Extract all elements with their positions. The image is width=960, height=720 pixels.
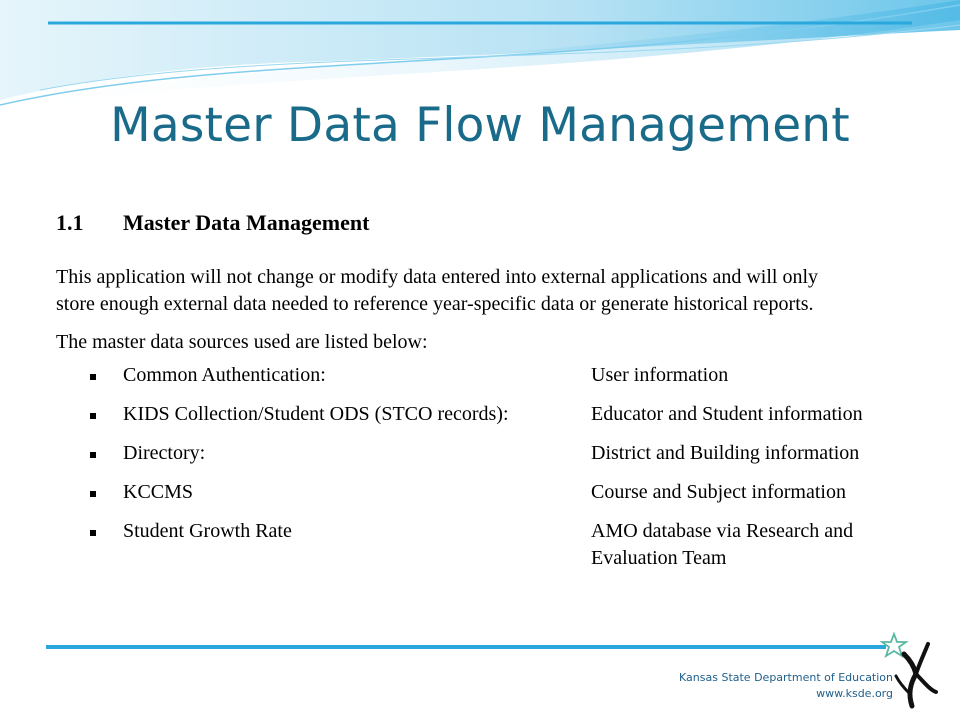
header-swoosh-decoration <box>0 0 960 110</box>
source-list-item <box>56 436 916 475</box>
list-lead-text: The master data sources used are listed below: <box>56 331 428 353</box>
intro-paragraph <box>56 264 916 318</box>
footer-organization: Kansas State Department of Education <box>679 671 893 684</box>
source-list-item <box>56 514 916 574</box>
bullet-marker <box>90 413 96 419</box>
source-list-item <box>56 358 916 397</box>
section-heading <box>56 210 916 238</box>
source-name: KIDS Collection/Student ODS (STCO records): <box>123 403 509 425</box>
source-list-item <box>56 475 916 514</box>
source-list-item <box>56 397 916 436</box>
source-info: User information <box>591 364 729 386</box>
intro-line: store enough external data needed to reference year-specific data or generate historical reports. <box>56 293 814 315</box>
source-info-line: Evaluation Team <box>591 547 727 569</box>
footer <box>679 670 893 702</box>
bullet-marker <box>90 374 96 380</box>
bullet-marker <box>90 491 96 497</box>
ksde-star-figure-logo-icon <box>880 632 942 710</box>
source-name: Student Growth Rate <box>123 520 292 542</box>
source-info <box>591 518 911 572</box>
section-number: 1.1 <box>56 210 84 235</box>
source-info: Educator and Student information <box>591 403 863 425</box>
footer-website: www.ksde.org <box>816 687 893 700</box>
source-name: KCCMS <box>123 481 194 503</box>
bullet-marker <box>90 452 96 458</box>
footer-divider <box>46 645 886 649</box>
source-info-line: AMO database via Research and <box>591 520 854 542</box>
section-title: Master Data Management <box>123 210 370 235</box>
source-name: Directory: <box>123 442 206 464</box>
intro-line: This application will not change or modify data entered into external applications and will only <box>56 266 819 288</box>
source-name: Common Authentication: <box>123 364 326 386</box>
document-excerpt <box>56 210 916 574</box>
source-info: District and Building information <box>591 442 860 464</box>
bullet-marker <box>90 530 96 536</box>
slide-title: Master Data Flow Management <box>110 98 850 153</box>
source-info: Course and Subject information <box>591 481 846 503</box>
